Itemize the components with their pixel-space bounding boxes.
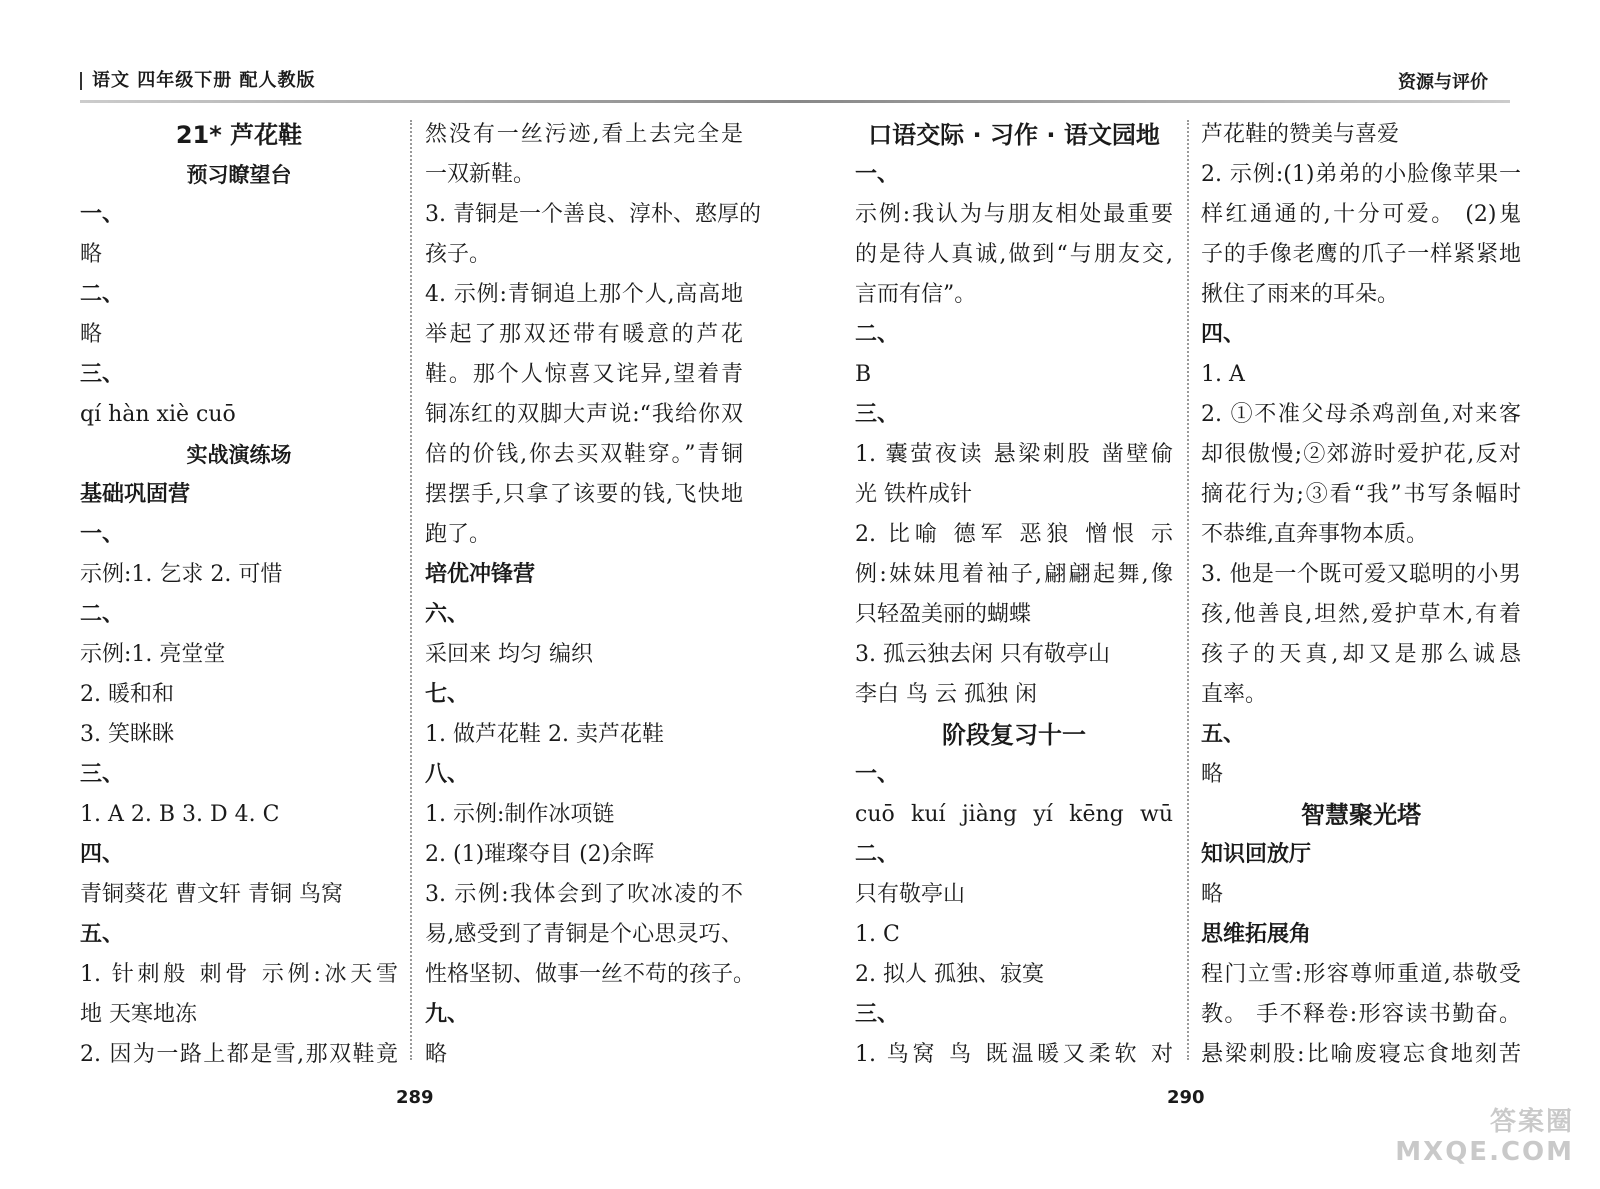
book-header-text: 语文 四年级下册 配人教版 bbox=[92, 70, 316, 91]
answer-line: 样红通通的,十分可爱。 (2)鬼 bbox=[1201, 202, 1521, 227]
right-page-column-1 bbox=[855, 115, 1173, 1075]
answer-line: 摆摆手,只拿了该要的钱,飞快地 bbox=[425, 482, 743, 507]
answer-line: 1. 鸟窝 鸟 既温暖又柔软 对 bbox=[855, 1042, 1173, 1067]
left-page-column-1 bbox=[80, 115, 398, 1075]
answer-line: 三、 bbox=[80, 362, 125, 387]
answer-line: 光 铁杵成针 bbox=[855, 482, 972, 507]
answer-line: 1. C bbox=[855, 922, 900, 947]
answer-line: 略 bbox=[80, 242, 103, 267]
watermark bbox=[1395, 1107, 1574, 1167]
answer-line: 三、 bbox=[80, 762, 125, 787]
answer-line: 的是待人真诚,做到“与朋友交, bbox=[855, 242, 1173, 267]
answer-line: 2. 拟人 孤独、寂寞 bbox=[855, 962, 1044, 987]
answer-line: 地 天寒地冻 bbox=[80, 1002, 197, 1027]
header-rule bbox=[80, 100, 1510, 103]
answer-line: 子的手像老鹰的爪子一样紧紧地 bbox=[1201, 242, 1521, 267]
answer-line: 示例:1. 乞求 2. 可惜 bbox=[80, 562, 283, 587]
answer-line: 铜冻红的双脚大声说:“我给你双 bbox=[425, 402, 743, 427]
answer-line: 一双新鞋。 bbox=[425, 162, 536, 187]
answer-line: 实战演练场 bbox=[186, 443, 292, 467]
answer-line: 言而有信”。 bbox=[855, 282, 977, 307]
answer-line: 2. 因为一路上都是雪,那双鞋竟 bbox=[80, 1042, 398, 1067]
answer-line: 三、 bbox=[855, 1002, 900, 1027]
answer-line: 程门立雪:形容尊师重道,恭敬受 bbox=[1201, 962, 1521, 987]
answer-line: 3. 笑眯眯 bbox=[80, 722, 174, 747]
answer-line: 跑了。 bbox=[425, 522, 492, 547]
answer-line: 易,感受到了青铜是个心思灵巧、 bbox=[425, 922, 743, 947]
answer-line: 七、 bbox=[425, 682, 470, 707]
answer-line: 却很傲慢;②郊游时爱护花,反对 bbox=[1201, 442, 1521, 467]
answer-line: 1. 示例:制作冰项链 bbox=[425, 802, 615, 827]
answer-line: 教。 手不释卷:形容读书勤奋。 bbox=[1201, 1002, 1521, 1027]
answer-line: 例:妹妹甩着袖子,翩翩起舞,像 bbox=[855, 562, 1173, 587]
watermark-line-2: MXQE.COM bbox=[1395, 1137, 1574, 1167]
answer-line: 知识回放厅 bbox=[1201, 842, 1312, 867]
answer-line: 2. 比喻 德军 恶狼 憎恨 示 bbox=[855, 522, 1173, 547]
book-header bbox=[80, 66, 316, 92]
answer-line: 六、 bbox=[425, 602, 470, 627]
answer-line: cuō kuí jiàng yí kēng wū bbox=[855, 802, 1173, 827]
answer-line: 八、 bbox=[425, 762, 470, 787]
answer-line: 不恭维,直奔事物本质。 bbox=[1201, 522, 1428, 547]
answer-line: B bbox=[855, 362, 872, 387]
answer-line: 阶段复习十一 bbox=[942, 721, 1086, 749]
answer-line: 五、 bbox=[1201, 722, 1246, 747]
answer-line: 孩,他善良,坦然,爱护草木,有着 bbox=[1201, 602, 1521, 627]
answer-line: 2. (1)璀璨夺目 (2)余晖 bbox=[425, 842, 655, 867]
answer-line: 五、 bbox=[80, 922, 125, 947]
answer-line: 四、 bbox=[1201, 322, 1246, 347]
answer-line: 1. A 2. B 3. D 4. C bbox=[80, 802, 280, 827]
answer-line: 只轻盈美丽的蝴蝶 bbox=[855, 602, 1032, 627]
answer-line: 然没有一丝污迹,看上去完全是 bbox=[425, 122, 743, 147]
answer-line: 2. 示例:(1)弟弟的小脸像苹果一 bbox=[1201, 162, 1521, 187]
answer-line: 略 bbox=[80, 322, 103, 347]
answer-line: 思维拓展角 bbox=[1201, 922, 1312, 947]
answer-line: 示例:我认为与朋友相处最重要 bbox=[855, 202, 1173, 227]
answer-line: qí hàn xiè cuō bbox=[80, 402, 236, 427]
answer-line: 悬梁刺股:比喻废寝忘食地刻苦 bbox=[1201, 1042, 1521, 1067]
answer-line: 只有敬亭山 bbox=[855, 882, 966, 907]
page-number-right: 290 bbox=[1167, 1087, 1205, 1108]
answer-line: 二、 bbox=[855, 842, 900, 867]
answer-line: 1. 囊萤夜读 悬梁刺股 凿壁偷 bbox=[855, 442, 1173, 467]
answer-line: 二、 bbox=[80, 602, 125, 627]
answer-line: 三、 bbox=[855, 402, 900, 427]
answer-line: 揪住了雨来的耳朵。 bbox=[1201, 282, 1400, 307]
answer-line: 培优冲锋营 bbox=[425, 562, 536, 587]
left-page-column-2 bbox=[425, 115, 761, 1075]
answer-line: 芦花鞋的赞美与喜爱 bbox=[1201, 122, 1400, 147]
answer-line: 孩子的天真,却又是那么诚恳 bbox=[1201, 642, 1521, 667]
answer-line: 3. 他是一个既可爱又聪明的小男 bbox=[1201, 562, 1522, 587]
answer-line: 3. 孤云独去闲 只有敬亭山 bbox=[855, 642, 1110, 667]
answer-line: 一、 bbox=[80, 202, 125, 227]
answer-line: 2. 暖和和 bbox=[80, 682, 174, 707]
answer-line: 21* 芦花鞋 bbox=[175, 121, 303, 149]
answer-line: 四、 bbox=[80, 842, 125, 867]
answer-line: 略 bbox=[425, 1042, 448, 1067]
watermark-line-1: 答案圈 bbox=[1489, 1107, 1574, 1137]
answer-line: 4. 示例:青铜追上那个人,高高地 bbox=[425, 282, 743, 307]
answer-line: 略 bbox=[1201, 762, 1224, 787]
answer-line: 智慧聚光塔 bbox=[1301, 801, 1421, 829]
header-bar bbox=[80, 72, 82, 90]
answer-line: 摘花行为;③看“我”书写条幅时 bbox=[1201, 482, 1521, 507]
answer-line: 一、 bbox=[855, 162, 900, 187]
answer-line: 举起了那双还带有暖意的芦花 bbox=[425, 322, 743, 347]
answer-line: 倍的价钱,你去买双鞋穿。”青铜 bbox=[425, 442, 743, 467]
answer-line: 预习瞭望台 bbox=[186, 163, 292, 187]
answer-line: 1. 做芦花鞋 2. 卖芦花鞋 bbox=[425, 722, 664, 747]
answer-line: 3. 青铜是一个善良、淳朴、憨厚的 bbox=[425, 202, 761, 227]
right-page-column-2 bbox=[1201, 115, 1521, 1075]
answer-line: 1. 针刺般 刺骨 示例:冰天雪 bbox=[80, 962, 398, 987]
answer-line: 二、 bbox=[855, 322, 900, 347]
answer-line: 青铜葵花 曹文轩 青铜 鸟窝 bbox=[80, 882, 343, 907]
answer-line: 3. 示例:我体会到了吹冰凌的不 bbox=[425, 882, 743, 907]
answer-line: 一、 bbox=[80, 522, 125, 547]
answer-line: 1. A bbox=[1201, 362, 1245, 387]
answer-line: 九、 bbox=[425, 1002, 470, 1027]
answer-line: 性格坚韧、做事一丝不苟的孩子。 bbox=[425, 962, 756, 987]
answer-line: 口语交际 · 习作 · 语文园地 bbox=[868, 121, 1160, 149]
series-header: 资源与评价 bbox=[1398, 72, 1488, 93]
answer-line: 2. ①不准父母杀鸡剖鱼,对来客 bbox=[1201, 402, 1521, 427]
page-number-left: 289 bbox=[396, 1087, 434, 1108]
answer-line: 基础巩固营 bbox=[80, 482, 191, 507]
column-divider-left bbox=[410, 120, 412, 1060]
answer-line: 李白 鸟 云 孤独 闲 bbox=[855, 682, 1037, 707]
answer-line: 略 bbox=[1201, 882, 1224, 907]
answer-line: 直率。 bbox=[1201, 682, 1268, 707]
answer-line: 二、 bbox=[80, 282, 125, 307]
answer-line: 示例:1. 亮堂堂 bbox=[80, 642, 226, 667]
answer-line: 孩子。 bbox=[425, 242, 492, 267]
column-divider-right bbox=[1187, 120, 1189, 1060]
answer-line: 一、 bbox=[855, 762, 900, 787]
answer-line: 鞋。那个人惊喜又诧异,望着青 bbox=[425, 362, 743, 387]
answer-line: 采回来 均匀 编织 bbox=[425, 642, 593, 667]
